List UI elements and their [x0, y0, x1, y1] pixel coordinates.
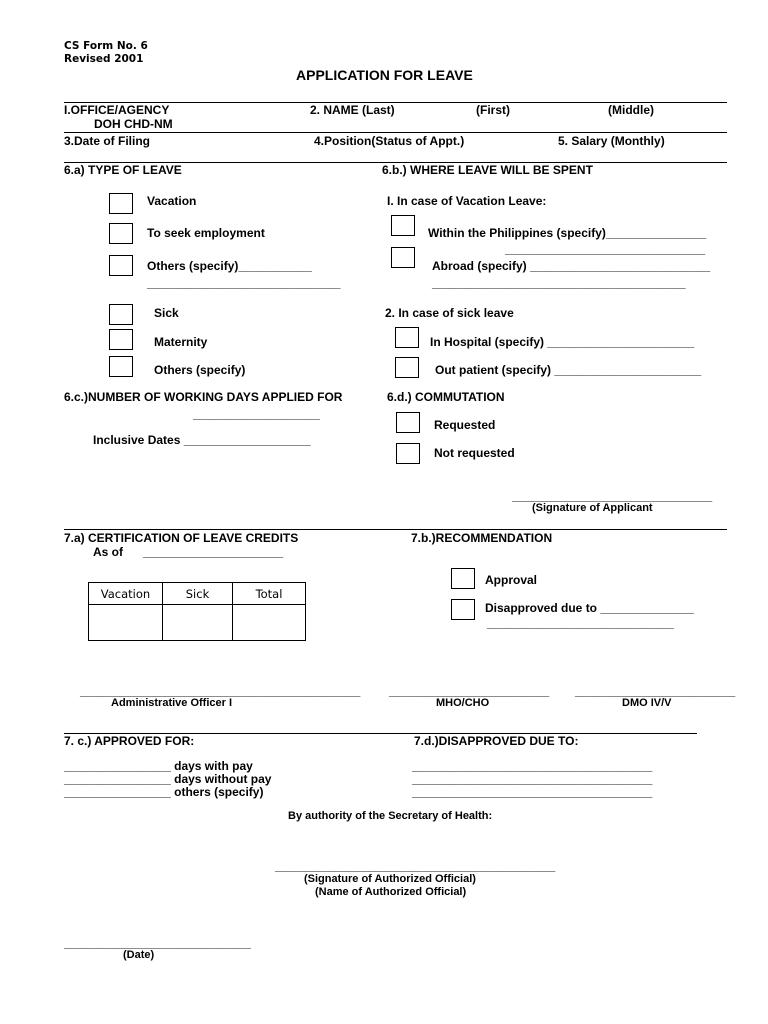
requested-label: Requested [434, 418, 496, 432]
sick-case-label: 2. In case of sick leave [385, 306, 514, 320]
page-title: APPLICATION FOR LEAVE [296, 67, 473, 83]
abroad-line[interactable]: ______________________________________ [432, 276, 686, 290]
working-days-line[interactable]: ___________________ [193, 407, 320, 421]
total-credits-cell[interactable] [233, 605, 306, 641]
vacation-column-header: Vacation [89, 583, 163, 605]
days-with-pay[interactable]: ________________ days with pay [64, 759, 253, 773]
disapproved-line-2[interactable]: ____________________________________ [412, 772, 653, 786]
position-label: 4.Position(Status of Appt.) [314, 134, 465, 148]
approval-checkbox[interactable] [451, 568, 475, 589]
sick-column-header: Sick [163, 583, 233, 605]
within-ph-line[interactable]: ______________________________ [505, 242, 706, 256]
out-patient-checkbox[interactable] [395, 357, 419, 378]
mho-label: MHO/CHO [436, 697, 490, 709]
disapproved-line-3[interactable]: ____________________________________ [412, 785, 653, 799]
others-vacation-label: Others (specify)___________ [147, 259, 312, 273]
out-patient-label: Out patient (specify) ______________________ [435, 363, 702, 377]
authorized-name-label: (Name of Authorized Official) [315, 886, 467, 898]
vacation-label: Vacation [147, 194, 197, 208]
seek-employment-checkbox[interactable] [109, 223, 133, 244]
applicant-signature-label: (Signature of Applicant [532, 502, 653, 514]
certification-heading: 7.a) CERTIFICATION OF LEAVE CREDITS [64, 531, 299, 545]
divider [64, 529, 727, 530]
requested-checkbox[interactable] [396, 412, 420, 433]
type-of-leave-heading: 6.a) TYPE OF LEAVE [64, 163, 182, 177]
name-last-label: 2. NAME (Last) [310, 103, 395, 117]
name-middle-label: (Middle) [608, 103, 654, 117]
vacation-case-label: I. In case of Vacation Leave: [387, 194, 547, 208]
not-requested-checkbox[interactable] [396, 443, 420, 464]
office-value: DOH CHD-NM [94, 117, 173, 131]
divider [64, 132, 727, 133]
others-sick-checkbox[interactable] [109, 356, 133, 377]
within-ph-label: Within the Philippines (specify)_______________ [428, 226, 707, 240]
date-line[interactable]: ____________________________ [64, 936, 251, 950]
inclusive-dates[interactable]: Inclusive Dates ___________________ [93, 433, 311, 447]
seek-employment-label: To seek employment [147, 226, 265, 240]
form-number: CS Form No. 6 [64, 40, 148, 52]
approval-label: Approval [485, 573, 538, 587]
in-hospital-label: In Hospital (specify) ______________________ [430, 335, 695, 349]
sick-label: Sick [154, 306, 179, 320]
name-first-label: (First) [476, 103, 510, 117]
in-hospital-checkbox[interactable] [395, 327, 419, 348]
not-requested-label: Not requested [434, 446, 515, 460]
commutation-heading: 6.d.) COMMUTATION [387, 390, 505, 404]
authority-statement: By authority of the Secretary of Health: [288, 810, 493, 822]
authorized-signature-line[interactable]: __________________________________________ [275, 859, 556, 873]
disapproved-line[interactable]: ____________________________ [487, 616, 674, 630]
abroad-checkbox[interactable] [391, 247, 415, 268]
admin-officer-label: Administrative Officer I [111, 697, 233, 709]
date-label: (Date) [123, 949, 155, 961]
days-without-pay[interactable]: ________________ days without pay [64, 772, 272, 786]
vacation-checkbox[interactable] [109, 193, 133, 214]
authorized-signature-label: (Signature of Authorized Official) [304, 873, 476, 885]
where-spent-heading: 6.b.) WHERE LEAVE WILL BE SPENT [382, 163, 593, 177]
working-days-heading: 6.c.)NUMBER OF WORKING DAYS APPLIED FOR [64, 390, 343, 404]
others-sick-label: Others (specify) [154, 363, 246, 377]
within-ph-checkbox[interactable] [391, 215, 415, 236]
vacation-credits-cell[interactable] [89, 605, 163, 641]
sick-credits-cell[interactable] [163, 605, 233, 641]
sick-checkbox[interactable] [109, 304, 133, 325]
maternity-checkbox[interactable] [109, 329, 133, 350]
date-filing-label: 3.Date of Filing [64, 134, 151, 148]
total-column-header: Total [233, 583, 306, 605]
disapproved-due-heading: 7.d.)DISAPPROVED DUE TO: [414, 734, 579, 748]
approved-for-heading: 7. c.) APPROVED FOR: [64, 734, 195, 748]
form-revision: Revised 2001 [64, 53, 144, 65]
abroad-label: Abroad (specify) ___________________________ [432, 259, 711, 273]
maternity-label: Maternity [154, 335, 208, 349]
dmo-signature-line[interactable]: ________________________ [575, 684, 736, 698]
admin-officer-signature-line[interactable]: __________________________________________ [80, 684, 361, 698]
salary-label: 5. Salary (Monthly) [558, 134, 665, 148]
as-of-field[interactable]: As of _____________________ [93, 545, 284, 559]
leave-credits-table [88, 582, 306, 641]
applicant-signature-line[interactable]: ______________________________ [512, 489, 713, 503]
others-vacation-line[interactable]: _____________________________ [147, 276, 341, 290]
others-vacation-checkbox[interactable] [109, 255, 133, 276]
mho-signature-line[interactable]: ________________________ [389, 684, 550, 698]
dmo-label: DMO IV/V [622, 697, 672, 709]
office-label: I.OFFICE/AGENCY [64, 103, 170, 117]
disapproved-checkbox[interactable] [451, 599, 475, 620]
disapproved-label: Disapproved due to ______________ [485, 601, 694, 615]
recommendation-heading: 7.b.)RECOMMENDATION [411, 531, 553, 545]
disapproved-line-1[interactable]: ____________________________________ [412, 759, 653, 773]
others-specify[interactable]: ________________ others (specify) [64, 785, 264, 799]
